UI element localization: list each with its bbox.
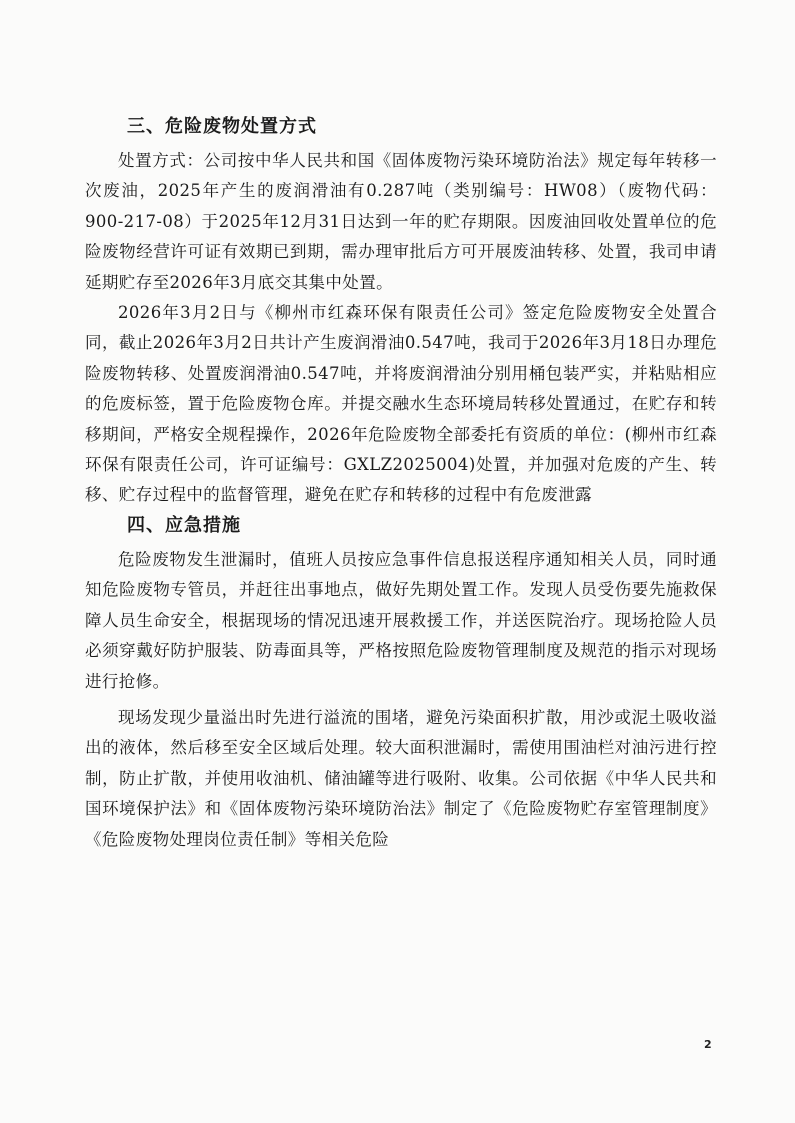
- section-3-paragraph-2: 2026年3月2日与《柳州市红森环保有限责任公司》签定危险废物安全处置合同，截止2026年3月2日共计产生废润滑油0.547吨，我司于2026年3月18日办理危险废物转移、处置废润滑油0.547吨，并将废润滑油分别用桶包装严实，并粘贴相应的危废标签，置于危险废物仓库。并提交融水生态环境局转移处置通过，在贮存和转移期间，严格安全规程操作，2026年危险废物全部委托有资质的单位：(柳州市红森环保有限责任公司，许可证编号：GXLZ2025004)处置，并加强对危废的产生、转移、贮存过程中的监督管理，避免在贮存和转移的过程中有危废泄露: [85, 303, 717, 505]
- section-4-paragraph-1: 危险废物发生泄漏时，值班人员按应急事件信息报送程序通知相关人员，同时通知危险废物专管员，并赶往出事地点，做好先期处置工作。发现人员受伤要先施救保障人员生命安全，根据现场的情况迅速开展救援工作，并送医院治疗。现场抢险人员必须穿戴好防护服装、防毒面具等，严格按照危险废物管理制度及规范的指示对现场进行抢修。: [85, 549, 717, 691]
- section-4-paragraph-2: 现场发现少量溢出时先进行溢流的围堵，避免污染面积扩散，用沙或泥土吸收溢出的液体，然后移至安全区域后处理。较大面积泄漏时，需使用围油栏对油污进行控制，防止扩散，并使用收油机、储油罐等进行吸附、收集。公司依据《中华人民共和国环境保护法》和《固体废物污染环境防治法》制定了《危险废物贮存室管理制度》《危险废物处理岗位责任制》等相关危险: [85, 707, 717, 849]
- section-3-paragraph-1: 处置方式：公司按中华人民共和国《固体废物污染环境防治法》规定每年转移一次废油，2025年产生的废润滑油有0.287吨（类别编号：HW08）（废物代码：900-217-08）于2025年12月31日达到一年的贮存期限。因废油回收处置单位的危险废物经营许可证有效期已到期，需办理审批后方可开展废油转移、处置，我司申请延期贮存至2026年3月底交其集中处置。: [85, 151, 717, 292]
- document-body: [85, 112, 717, 855]
- section-3-heading: 三、危险废物处置方式: [127, 116, 317, 137]
- page-number: 2: [704, 1038, 712, 1051]
- section-4-heading: 四、应急措施: [127, 514, 241, 536]
